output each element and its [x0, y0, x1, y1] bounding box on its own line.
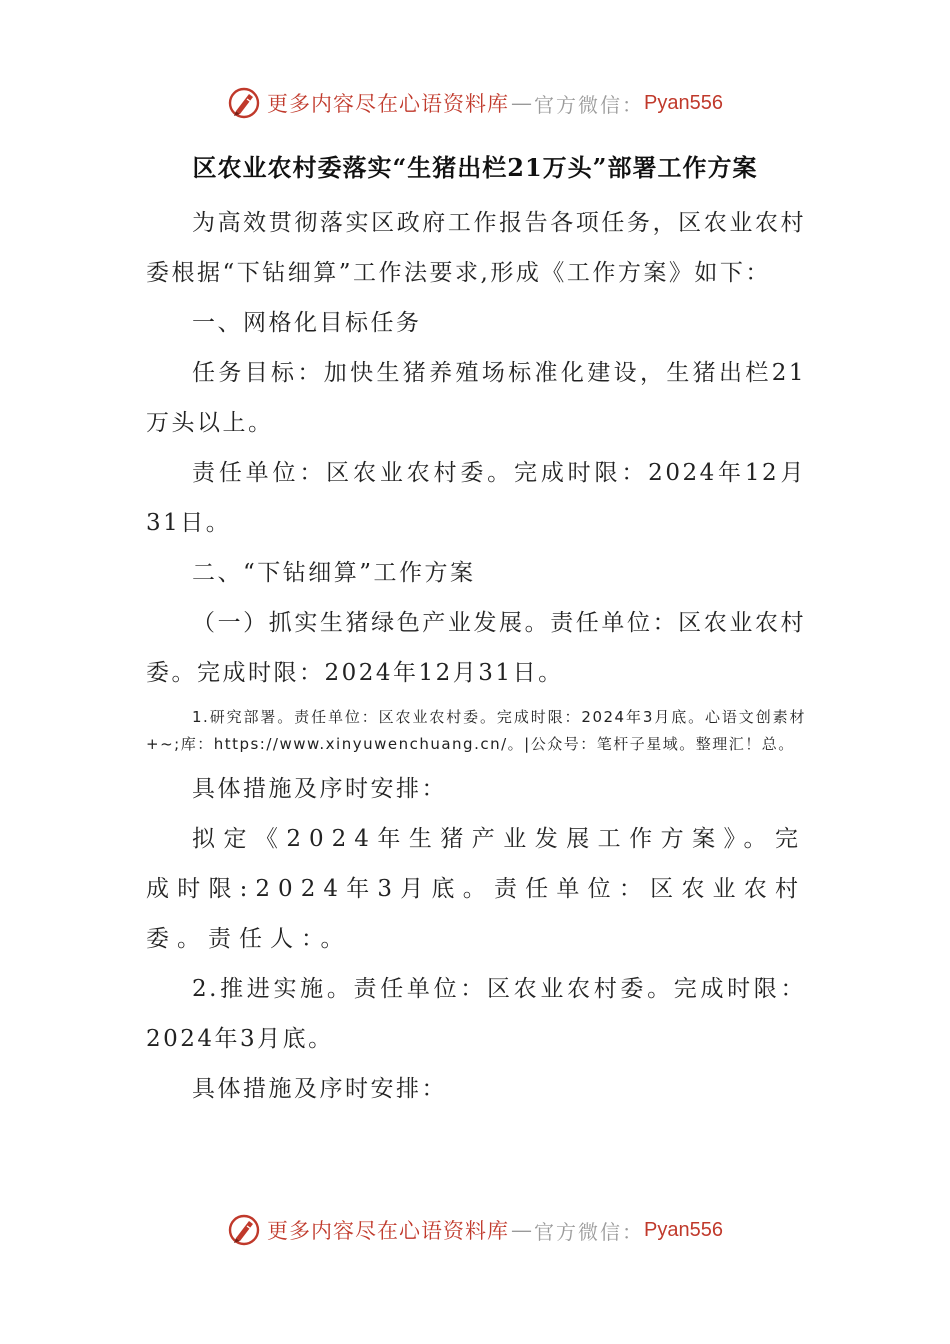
measures2-paragraph: 具体措施及序时安排：: [192, 1076, 447, 1102]
document-title: 区农业农村委落实“生猪出栏21万头”部署工作方案: [192, 153, 758, 182]
header-banner: [0, 81, 950, 125]
banner-text: 更多内容尽在心语资料库: [267, 1219, 510, 1243]
document-body: [146, 198, 806, 1114]
pen-logo-icon: [227, 86, 261, 120]
responsible-unit-paragraph: 责任单位：区农业农村委。完成时限：2024年12月31日。: [146, 460, 806, 536]
wechat-id: Pyan556: [644, 1218, 723, 1241]
wechat-id: Pyan556: [644, 91, 723, 114]
item1-paragraph: 1.研究部署。责任单位：区农业农村委。完成时限：2024年3月底。心语文创素材+~;库：https://www.xinyuwenchuang.cn/。|公众号：笔杆子星域。整理汇！总。: [146, 708, 806, 753]
pen-logo-icon: [227, 1213, 261, 1247]
section1-heading: 一、网格化目标任务: [192, 310, 422, 336]
task-goal-paragraph: 任务目标：加快生猪养殖场标准化建设，生猪出栏21万头以上。: [146, 360, 806, 436]
footer-banner: [0, 1208, 950, 1252]
wechat-label: 官方微信：: [534, 92, 645, 117]
section2-heading: 二、“下钻细算”工作方案: [192, 560, 476, 586]
banner-separator: —: [511, 1218, 533, 1242]
item2-paragraph: 2.推进实施。责任单位：区农业农村委。完成时限：2024年3月底。: [146, 976, 806, 1052]
intro-paragraph: 为高效贯彻落实区政府工作报告各项任务，区农业农村委根据“下钻细算”工作法要求,形成《工作方案》如下：: [146, 210, 806, 286]
wechat-label: 官方微信：: [534, 1219, 645, 1244]
sub1-paragraph: （一）抓实生猪绿色产业发展。责任单位：区农业农村委。完成时限：2024年12月31日。: [146, 610, 806, 686]
measures1-paragraph: 具体措施及序时安排：: [192, 776, 447, 802]
banner-text: 更多内容尽在心语资料库: [267, 92, 510, 116]
plan-paragraph: 拟定《2024年生猪产业发展工作方案》。完成时限:2024年3月底。责任单位：区农业农村委。责任人：。: [146, 826, 806, 952]
banner-separator: —: [511, 91, 533, 115]
